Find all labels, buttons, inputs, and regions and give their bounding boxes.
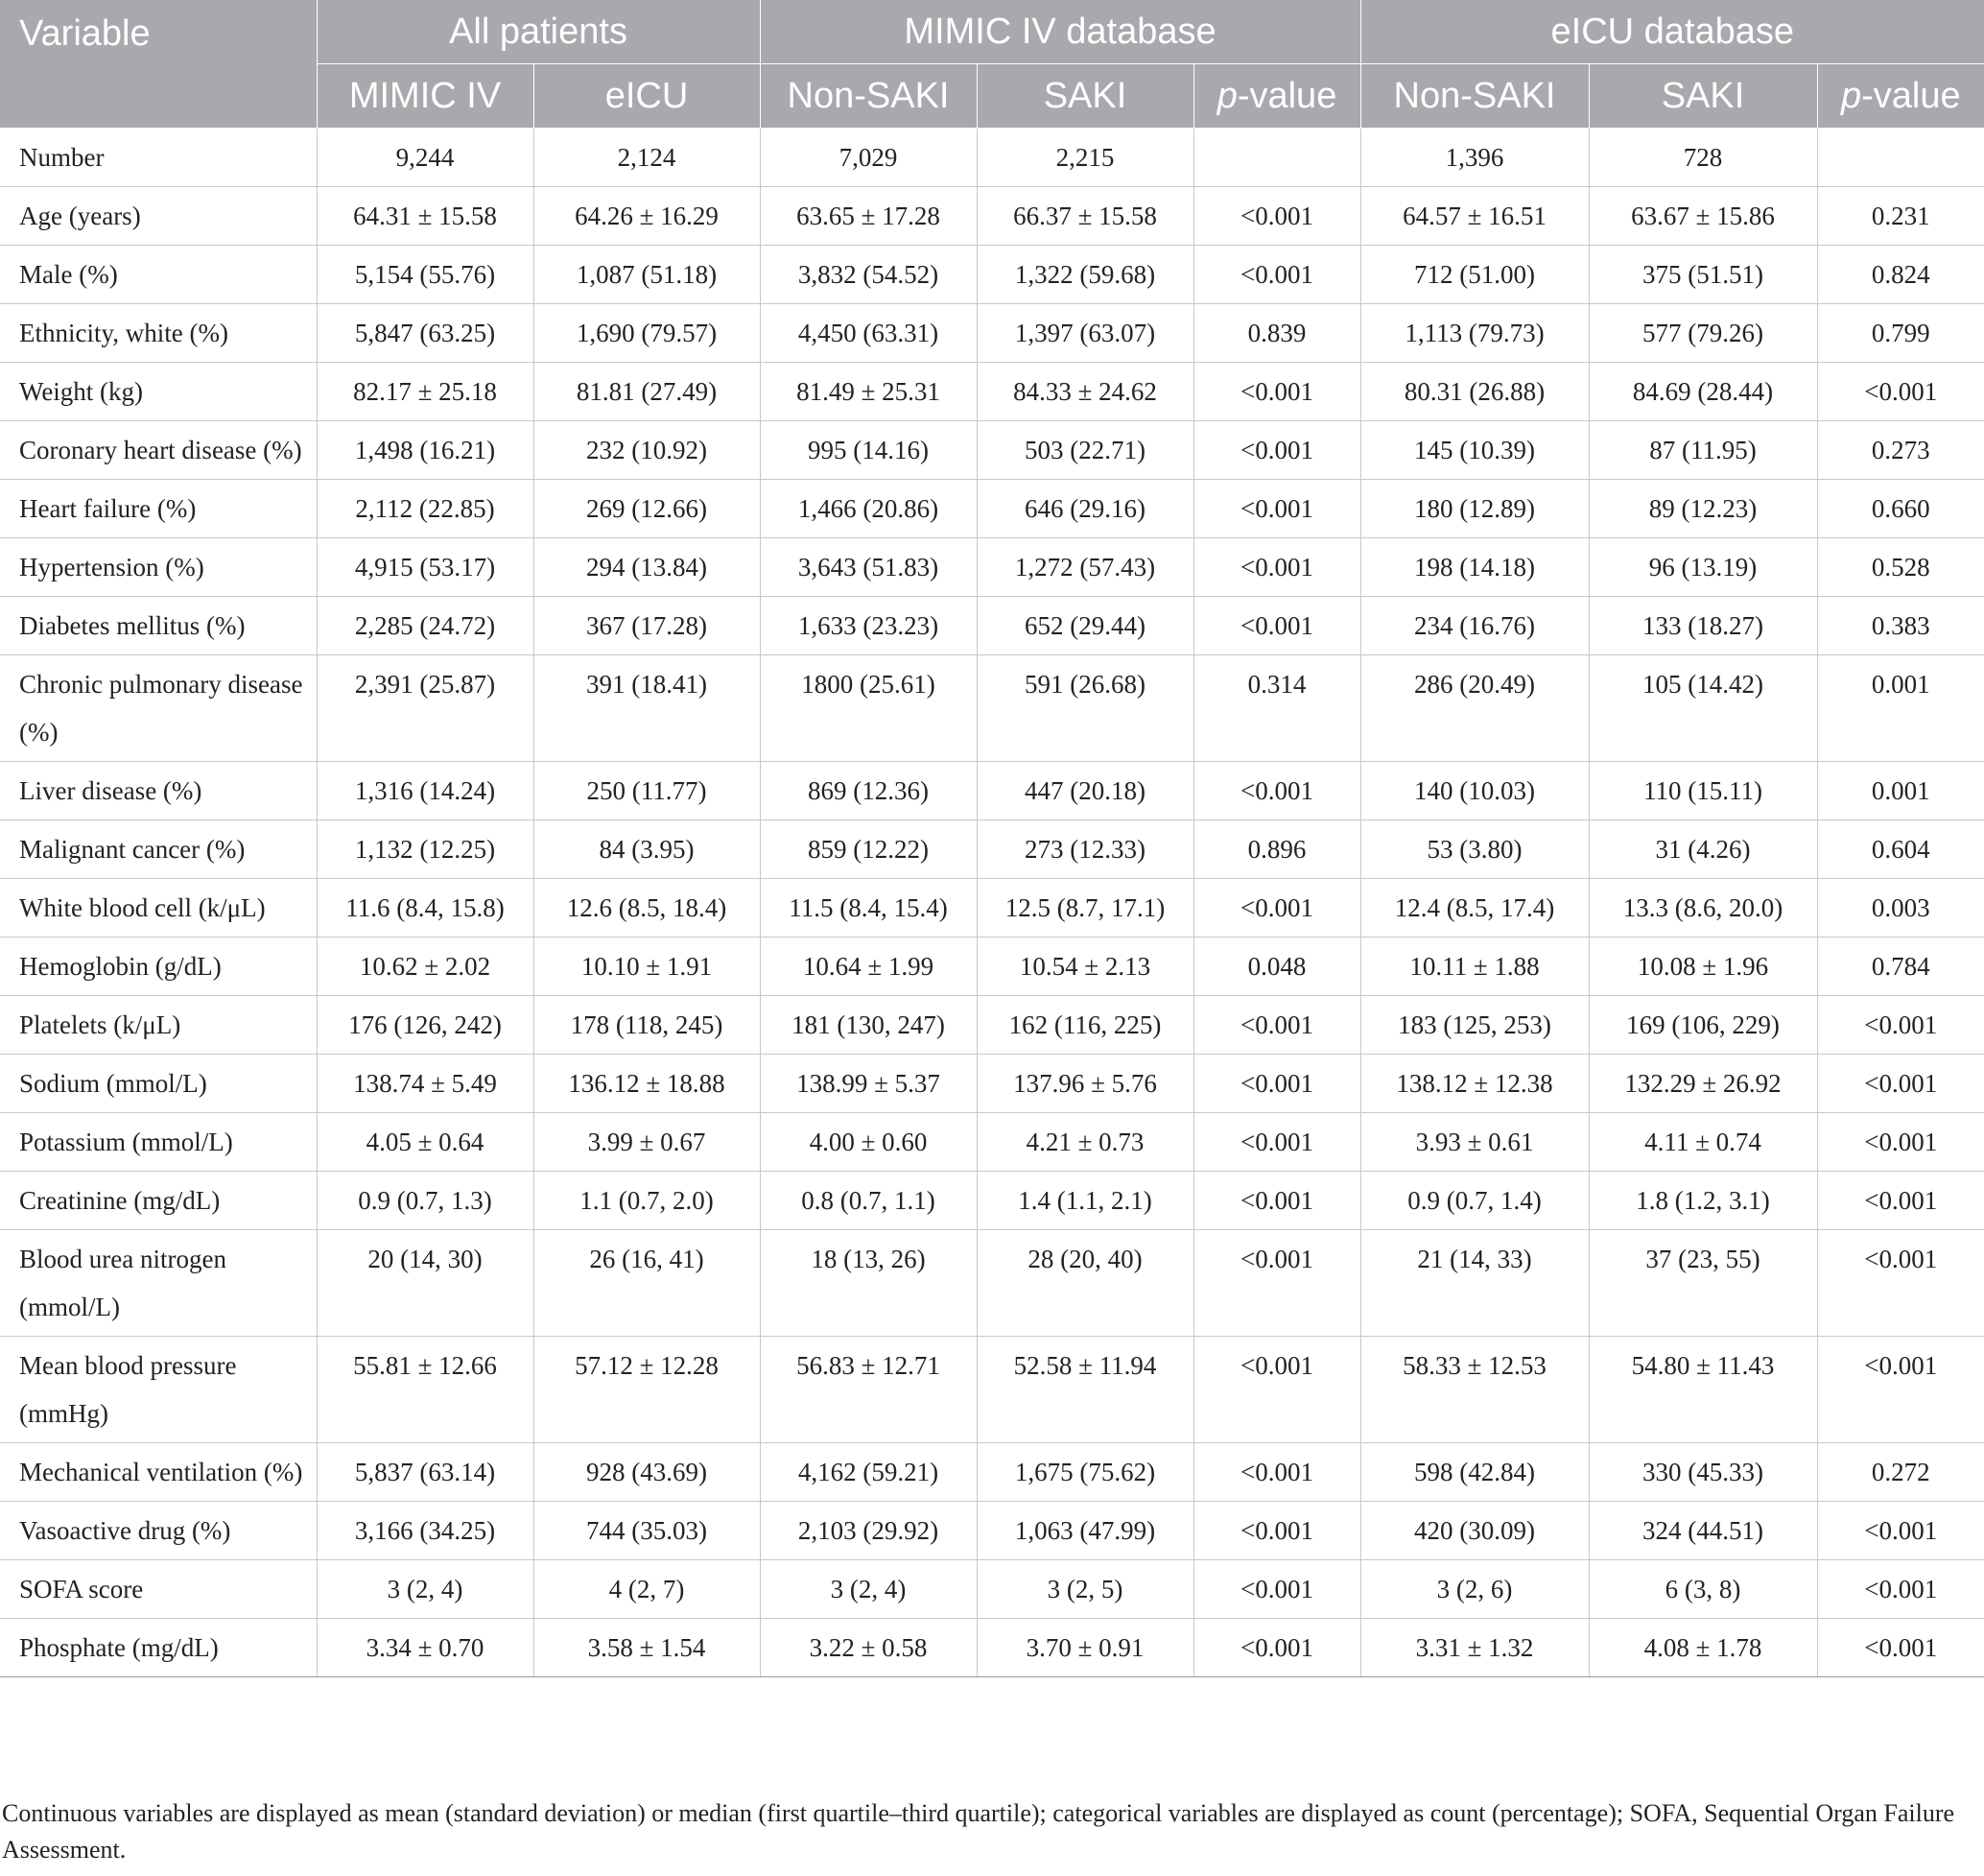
table-row: [0, 879, 1984, 938]
cell-mimic-non-saki: 3 (2, 4): [760, 1560, 977, 1619]
header-mimic-p-value: [1193, 64, 1360, 129]
cell-eicu-p-value: 0.660: [1817, 480, 1984, 538]
cell-mimic-p-value: <0.001: [1193, 879, 1360, 938]
cell-mimic-p-value: <0.001: [1193, 1172, 1360, 1230]
cell-eicu-p-value: 0.528: [1817, 538, 1984, 597]
table-row: [0, 938, 1984, 996]
cell-eicu-saki: 330 (45.33): [1589, 1443, 1817, 1502]
cell-eicu-p-value: 0.003: [1817, 879, 1984, 938]
table-footnote: Continuous variables are displayed as mean (standard deviation) or median (first quartile–third quartile); categorical variables are displayed as count (percentage); SOFA, Sequential Organ Failure Assessment.: [2, 1799, 1955, 1864]
cell-variable: Chronic pulmonary disease (%): [0, 655, 317, 762]
cell-eicu-saki: 13.3 (8.6, 20.0): [1589, 879, 1817, 938]
table-row: [0, 246, 1984, 304]
cell-all-eicu: 84 (3.95): [533, 820, 760, 879]
cell-eicu-p-value: 0.001: [1817, 655, 1984, 762]
cell-eicu-non-saki: 180 (12.89): [1360, 480, 1589, 538]
cell-mimic-non-saki: 995 (14.16): [760, 421, 977, 480]
cell-eicu-non-saki: 10.11 ± 1.88: [1360, 938, 1589, 996]
cell-mimic-non-saki: 4,450 (63.31): [760, 304, 977, 363]
header-variable: Variable: [0, 0, 317, 129]
cell-eicu-saki: 31 (4.26): [1589, 820, 1817, 879]
table-row: [0, 1560, 1984, 1619]
cell-variable: Age (years): [0, 187, 317, 246]
header-group-eicu-database: eICU database: [1360, 0, 1984, 64]
cell-mimic-p-value: <0.001: [1193, 1560, 1360, 1619]
cell-eicu-p-value: 0.273: [1817, 421, 1984, 480]
cell-mimic-saki: 1,675 (75.62): [977, 1443, 1193, 1502]
cell-variable: Malignant cancer (%): [0, 820, 317, 879]
cell-all-eicu: 26 (16, 41): [533, 1230, 760, 1337]
cell-eicu-saki: 324 (44.51): [1589, 1502, 1817, 1560]
cell-mimic-non-saki: 1800 (25.61): [760, 655, 977, 762]
cell-all-mimic: 1,132 (12.25): [317, 820, 533, 879]
header-mimic-p-rest: -value: [1237, 75, 1337, 116]
header-group-mimic-database: MIMIC IV database: [760, 0, 1360, 64]
cell-all-mimic: 0.9 (0.7, 1.3): [317, 1172, 533, 1230]
cell-eicu-saki: 133 (18.27): [1589, 597, 1817, 655]
cell-mimic-non-saki: 138.99 ± 5.37: [760, 1055, 977, 1113]
cell-all-eicu: 269 (12.66): [533, 480, 760, 538]
cell-eicu-saki: 105 (14.42): [1589, 655, 1817, 762]
cell-eicu-saki: 6 (3, 8): [1589, 1560, 1817, 1619]
cell-eicu-p-value: 0.001: [1817, 762, 1984, 820]
cell-mimic-saki: 52.58 ± 11.94: [977, 1337, 1193, 1443]
cell-eicu-p-value: [1817, 129, 1984, 187]
cell-eicu-non-saki: 58.33 ± 12.53: [1360, 1337, 1589, 1443]
cell-mimic-p-value: <0.001: [1193, 1230, 1360, 1337]
cell-eicu-non-saki: 712 (51.00): [1360, 246, 1589, 304]
cell-all-mimic: 55.81 ± 12.66: [317, 1337, 533, 1443]
cell-all-eicu: 3.99 ± 0.67: [533, 1113, 760, 1172]
cell-eicu-non-saki: 198 (14.18): [1360, 538, 1589, 597]
cell-mimic-p-value: <0.001: [1193, 762, 1360, 820]
cell-all-mimic: 2,285 (24.72): [317, 597, 533, 655]
cell-all-eicu: 744 (35.03): [533, 1502, 760, 1560]
cell-mimic-saki: 1,272 (57.43): [977, 538, 1193, 597]
cell-eicu-non-saki: 0.9 (0.7, 1.4): [1360, 1172, 1589, 1230]
header-all-eicu: eICU: [533, 64, 760, 129]
cell-all-eicu: 12.6 (8.5, 18.4): [533, 879, 760, 938]
cell-all-mimic: 11.6 (8.4, 15.8): [317, 879, 533, 938]
cell-mimic-non-saki: 11.5 (8.4, 15.4): [760, 879, 977, 938]
cell-mimic-p-value: 0.896: [1193, 820, 1360, 879]
cell-mimic-saki: 4.21 ± 0.73: [977, 1113, 1193, 1172]
cell-mimic-saki: 1.4 (1.1, 2.1): [977, 1172, 1193, 1230]
cell-mimic-non-saki: 1,466 (20.86): [760, 480, 977, 538]
cell-mimic-p-value: <0.001: [1193, 1337, 1360, 1443]
header-all-mimic: MIMIC IV: [317, 64, 533, 129]
cell-eicu-saki: 169 (106, 229): [1589, 996, 1817, 1055]
cell-eicu-p-value: 0.272: [1817, 1443, 1984, 1502]
cell-eicu-non-saki: 1,396: [1360, 129, 1589, 187]
table-row: [0, 187, 1984, 246]
header-mimic-non-saki: Non-SAKI: [760, 64, 977, 129]
cell-eicu-saki: 84.69 (28.44): [1589, 363, 1817, 421]
table-row: [0, 1502, 1984, 1560]
table-row: [0, 421, 1984, 480]
table-row: [0, 480, 1984, 538]
cell-all-mimic: 2,112 (22.85): [317, 480, 533, 538]
cell-variable: Diabetes mellitus (%): [0, 597, 317, 655]
cell-eicu-non-saki: 145 (10.39): [1360, 421, 1589, 480]
cell-variable: Mean blood pressure (mmHg): [0, 1337, 317, 1443]
cell-eicu-saki: 96 (13.19): [1589, 538, 1817, 597]
cell-mimic-p-value: <0.001: [1193, 1502, 1360, 1560]
cell-mimic-p-value: <0.001: [1193, 1619, 1360, 1677]
cell-variable: Ethnicity, white (%): [0, 304, 317, 363]
cell-eicu-p-value: 0.784: [1817, 938, 1984, 996]
cell-mimic-p-value: <0.001: [1193, 363, 1360, 421]
cell-mimic-non-saki: 0.8 (0.7, 1.1): [760, 1172, 977, 1230]
cell-eicu-p-value: <0.001: [1817, 996, 1984, 1055]
cell-eicu-p-value: 0.799: [1817, 304, 1984, 363]
cell-variable: Mechanical ventilation (%): [0, 1443, 317, 1502]
cell-mimic-saki: 447 (20.18): [977, 762, 1193, 820]
table-row: [0, 1337, 1984, 1443]
cell-all-mimic: 82.17 ± 25.18: [317, 363, 533, 421]
cell-eicu-p-value: <0.001: [1817, 1337, 1984, 1443]
cell-variable: Weight (kg): [0, 363, 317, 421]
cell-all-eicu: 4 (2, 7): [533, 1560, 760, 1619]
cell-eicu-saki: 132.29 ± 26.92: [1589, 1055, 1817, 1113]
cell-mimic-saki: 1,397 (63.07): [977, 304, 1193, 363]
cell-mimic-p-value: 0.048: [1193, 938, 1360, 996]
cell-eicu-non-saki: 80.31 (26.88): [1360, 363, 1589, 421]
cell-eicu-non-saki: 234 (16.76): [1360, 597, 1589, 655]
cell-all-mimic: 10.62 ± 2.02: [317, 938, 533, 996]
cell-variable: Sodium (mmol/L): [0, 1055, 317, 1113]
cell-mimic-saki: 273 (12.33): [977, 820, 1193, 879]
cell-all-eicu: 294 (13.84): [533, 538, 760, 597]
cell-mimic-p-value: <0.001: [1193, 480, 1360, 538]
cell-variable: Vasoactive drug (%): [0, 1502, 317, 1560]
header-row-groups: [0, 0, 1984, 64]
cell-all-mimic: 3.34 ± 0.70: [317, 1619, 533, 1677]
cell-eicu-saki: 37 (23, 55): [1589, 1230, 1817, 1337]
table-header: [0, 0, 1984, 129]
cell-variable: Coronary heart disease (%): [0, 421, 317, 480]
cell-eicu-p-value: <0.001: [1817, 1172, 1984, 1230]
cell-variable: Phosphate (mg/dL): [0, 1619, 317, 1677]
cell-all-eicu: 928 (43.69): [533, 1443, 760, 1502]
cell-variable: SOFA score: [0, 1560, 317, 1619]
cell-all-eicu: 57.12 ± 12.28: [533, 1337, 760, 1443]
cell-mimic-saki: 84.33 ± 24.62: [977, 363, 1193, 421]
cell-mimic-non-saki: 63.65 ± 17.28: [760, 187, 977, 246]
cell-mimic-non-saki: 869 (12.36): [760, 762, 977, 820]
cell-eicu-saki: 87 (11.95): [1589, 421, 1817, 480]
cell-mimic-non-saki: 2,103 (29.92): [760, 1502, 977, 1560]
header-eicu-p-rest: -value: [1861, 75, 1961, 116]
cell-all-eicu: 1,690 (79.57): [533, 304, 760, 363]
cell-all-mimic: 9,244: [317, 129, 533, 187]
cell-mimic-non-saki: 81.49 ± 25.31: [760, 363, 977, 421]
cell-eicu-p-value: 0.383: [1817, 597, 1984, 655]
table-row: [0, 1172, 1984, 1230]
cell-eicu-non-saki: 598 (42.84): [1360, 1443, 1589, 1502]
cell-eicu-non-saki: 420 (30.09): [1360, 1502, 1589, 1560]
cell-mimic-non-saki: 7,029: [760, 129, 977, 187]
cell-mimic-p-value: <0.001: [1193, 187, 1360, 246]
cell-eicu-non-saki: 12.4 (8.5, 17.4): [1360, 879, 1589, 938]
cell-all-mimic: 5,154 (55.76): [317, 246, 533, 304]
cell-eicu-saki: 728: [1589, 129, 1817, 187]
cell-mimic-saki: 1,063 (47.99): [977, 1502, 1193, 1560]
cell-all-mimic: 1,498 (16.21): [317, 421, 533, 480]
cell-mimic-p-value: <0.001: [1193, 597, 1360, 655]
cell-eicu-saki: 89 (12.23): [1589, 480, 1817, 538]
cell-all-mimic: 3 (2, 4): [317, 1560, 533, 1619]
cell-mimic-non-saki: 3.22 ± 0.58: [760, 1619, 977, 1677]
cell-all-eicu: 81.81 (27.49): [533, 363, 760, 421]
cell-all-mimic: 176 (126, 242): [317, 996, 533, 1055]
cell-variable: White blood cell (k/μL): [0, 879, 317, 938]
header-group-all-patients: All patients: [317, 0, 760, 64]
table-row: [0, 304, 1984, 363]
cell-variable: Hemoglobin (g/dL): [0, 938, 317, 996]
cell-eicu-p-value: <0.001: [1817, 1502, 1984, 1560]
cell-eicu-p-value: <0.001: [1817, 1230, 1984, 1337]
cell-eicu-saki: 4.11 ± 0.74: [1589, 1113, 1817, 1172]
cell-all-eicu: 250 (11.77): [533, 762, 760, 820]
cell-mimic-p-value: 0.314: [1193, 655, 1360, 762]
cell-all-mimic: 4.05 ± 0.64: [317, 1113, 533, 1172]
cell-all-mimic: 20 (14, 30): [317, 1230, 533, 1337]
cell-eicu-p-value: <0.001: [1817, 363, 1984, 421]
table-row: [0, 129, 1984, 187]
table-body: [0, 129, 1984, 1677]
table-row: [0, 538, 1984, 597]
cell-all-mimic: 4,915 (53.17): [317, 538, 533, 597]
cell-eicu-saki: 10.08 ± 1.96: [1589, 938, 1817, 996]
cell-eicu-non-saki: 3.31 ± 1.32: [1360, 1619, 1589, 1677]
cell-all-eicu: 2,124: [533, 129, 760, 187]
header-mimic-p-italic: p: [1216, 75, 1238, 116]
cell-eicu-saki: 375 (51.51): [1589, 246, 1817, 304]
cell-eicu-non-saki: 183 (125, 253): [1360, 996, 1589, 1055]
cell-mimic-p-value: <0.001: [1193, 1055, 1360, 1113]
cell-eicu-non-saki: 64.57 ± 16.51: [1360, 187, 1589, 246]
cell-mimic-non-saki: 4.00 ± 0.60: [760, 1113, 977, 1172]
cell-mimic-saki: 591 (26.68): [977, 655, 1193, 762]
cell-eicu-p-value: <0.001: [1817, 1113, 1984, 1172]
cell-mimic-saki: 1,322 (59.68): [977, 246, 1193, 304]
cell-variable: Liver disease (%): [0, 762, 317, 820]
cell-variable: Blood urea nitrogen (mmol/L): [0, 1230, 317, 1337]
cell-mimic-saki: 646 (29.16): [977, 480, 1193, 538]
table-row: [0, 1619, 1984, 1677]
cell-all-eicu: 1.1 (0.7, 2.0): [533, 1172, 760, 1230]
cell-all-eicu: 232 (10.92): [533, 421, 760, 480]
cell-eicu-non-saki: 21 (14, 33): [1360, 1230, 1589, 1337]
cell-mimic-saki: 3.70 ± 0.91: [977, 1619, 1193, 1677]
cell-eicu-p-value: 0.824: [1817, 246, 1984, 304]
cell-eicu-saki: 110 (15.11): [1589, 762, 1817, 820]
cell-variable: Number: [0, 129, 317, 187]
cell-mimic-non-saki: 3,832 (54.52): [760, 246, 977, 304]
cell-all-eicu: 391 (18.41): [533, 655, 760, 762]
cell-mimic-saki: 12.5 (8.7, 17.1): [977, 879, 1193, 938]
table-row: [0, 762, 1984, 820]
cell-all-eicu: 367 (17.28): [533, 597, 760, 655]
cell-all-eicu: 64.26 ± 16.29: [533, 187, 760, 246]
cell-mimic-non-saki: 181 (130, 247): [760, 996, 977, 1055]
cell-mimic-p-value: 0.839: [1193, 304, 1360, 363]
cell-mimic-saki: 652 (29.44): [977, 597, 1193, 655]
cell-eicu-saki: 63.67 ± 15.86: [1589, 187, 1817, 246]
cell-eicu-non-saki: 138.12 ± 12.38: [1360, 1055, 1589, 1113]
cell-mimic-saki: 66.37 ± 15.58: [977, 187, 1193, 246]
cell-eicu-non-saki: 1,113 (79.73): [1360, 304, 1589, 363]
cell-mimic-non-saki: 18 (13, 26): [760, 1230, 977, 1337]
cell-mimic-saki: 137.96 ± 5.76: [977, 1055, 1193, 1113]
cell-all-mimic: 2,391 (25.87): [317, 655, 533, 762]
cell-eicu-non-saki: 140 (10.03): [1360, 762, 1589, 820]
cell-all-eicu: 10.10 ± 1.91: [533, 938, 760, 996]
cell-all-mimic: 5,837 (63.14): [317, 1443, 533, 1502]
cell-eicu-non-saki: 3.93 ± 0.61: [1360, 1113, 1589, 1172]
header-eicu-p-value: [1817, 64, 1984, 129]
cell-eicu-p-value: <0.001: [1817, 1619, 1984, 1677]
cell-mimic-saki: 28 (20, 40): [977, 1230, 1193, 1337]
cell-mimic-non-saki: 3,643 (51.83): [760, 538, 977, 597]
cell-mimic-non-saki: 859 (12.22): [760, 820, 977, 879]
cell-mimic-p-value: <0.001: [1193, 421, 1360, 480]
cell-all-eicu: 3.58 ± 1.54: [533, 1619, 760, 1677]
cell-variable: Potassium (mmol/L): [0, 1113, 317, 1172]
cell-variable: Heart failure (%): [0, 480, 317, 538]
cell-mimic-saki: 3 (2, 5): [977, 1560, 1193, 1619]
table-row: [0, 363, 1984, 421]
cell-mimic-p-value: <0.001: [1193, 1443, 1360, 1502]
cell-all-eicu: 178 (118, 245): [533, 996, 760, 1055]
cell-mimic-p-value: [1193, 129, 1360, 187]
cell-eicu-non-saki: 3 (2, 6): [1360, 1560, 1589, 1619]
cell-all-mimic: 3,166 (34.25): [317, 1502, 533, 1560]
table-row: [0, 1443, 1984, 1502]
cell-mimic-p-value: <0.001: [1193, 246, 1360, 304]
cell-eicu-saki: 4.08 ± 1.78: [1589, 1619, 1817, 1677]
cell-eicu-non-saki: 53 (3.80): [1360, 820, 1589, 879]
cell-eicu-p-value: <0.001: [1817, 1055, 1984, 1113]
cell-mimic-saki: 162 (116, 225): [977, 996, 1193, 1055]
header-eicu-non-saki: Non-SAKI: [1360, 64, 1589, 129]
cell-mimic-p-value: <0.001: [1193, 996, 1360, 1055]
cell-all-mimic: 5,847 (63.25): [317, 304, 533, 363]
header-eicu-p-italic: p: [1840, 75, 1862, 116]
cell-all-mimic: 138.74 ± 5.49: [317, 1055, 533, 1113]
cell-mimic-saki: 2,215: [977, 129, 1193, 187]
cell-mimic-non-saki: 1,633 (23.23): [760, 597, 977, 655]
cell-mimic-p-value: <0.001: [1193, 1113, 1360, 1172]
cell-eicu-saki: 54.80 ± 11.43: [1589, 1337, 1817, 1443]
table-row: [0, 996, 1984, 1055]
table-row: [0, 597, 1984, 655]
cell-eicu-p-value: 0.604: [1817, 820, 1984, 879]
table-row: [0, 655, 1984, 762]
cell-mimic-saki: 503 (22.71): [977, 421, 1193, 480]
cell-eicu-saki: 577 (79.26): [1589, 304, 1817, 363]
cell-all-eicu: 136.12 ± 18.88: [533, 1055, 760, 1113]
table-row: [0, 1055, 1984, 1113]
cell-all-mimic: 1,316 (14.24): [317, 762, 533, 820]
table-row: [0, 1113, 1984, 1172]
cell-mimic-non-saki: 10.64 ± 1.99: [760, 938, 977, 996]
table-row: [0, 820, 1984, 879]
table-row: [0, 1230, 1984, 1337]
header-eicu-saki: SAKI: [1589, 64, 1817, 129]
cell-all-mimic: 64.31 ± 15.58: [317, 187, 533, 246]
cell-all-eicu: 1,087 (51.18): [533, 246, 760, 304]
cell-eicu-p-value: 0.231: [1817, 187, 1984, 246]
cell-variable: Male (%): [0, 246, 317, 304]
cell-mimic-p-value: <0.001: [1193, 538, 1360, 597]
cell-variable: Platelets (k/μL): [0, 996, 317, 1055]
header-mimic-saki: SAKI: [977, 64, 1193, 129]
cell-mimic-non-saki: 56.83 ± 12.71: [760, 1337, 977, 1443]
cell-eicu-p-value: <0.001: [1817, 1560, 1984, 1619]
cell-mimic-non-saki: 4,162 (59.21): [760, 1443, 977, 1502]
cell-variable: Creatinine (mg/dL): [0, 1172, 317, 1230]
cell-variable: Hypertension (%): [0, 538, 317, 597]
cell-eicu-saki: 1.8 (1.2, 3.1): [1589, 1172, 1817, 1230]
cell-mimic-saki: 10.54 ± 2.13: [977, 938, 1193, 996]
cell-eicu-non-saki: 286 (20.49): [1360, 655, 1589, 762]
